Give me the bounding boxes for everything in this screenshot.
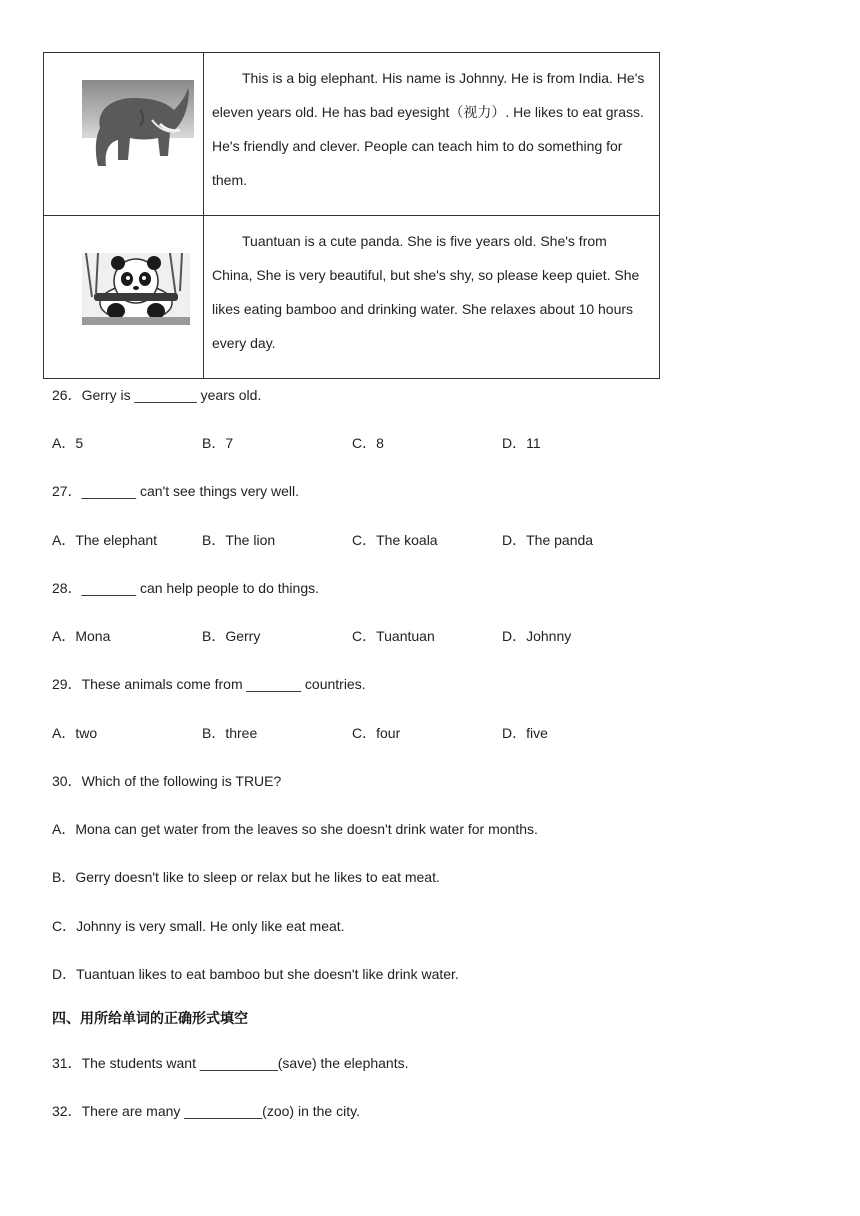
question-26: 26．Gerry is ________ years old. [52,387,262,403]
section-heading: 四、用所给单词的正确形式填空 [52,1011,248,1027]
answer-blank-32[interactable]: __________ [184,1103,263,1119]
option-a[interactable]: A．Mona [52,628,111,644]
question-31-rest: (save) the elephants. [277,1055,409,1071]
option-a[interactable]: A．two [52,725,98,741]
option-c[interactable]: C．8 [352,435,384,451]
option-c[interactable]: C．Johnny is very small. He only like eat meat. [52,918,345,934]
option-c[interactable]: C．Tuantuan [352,628,435,644]
option-c[interactable]: C．four [352,725,401,741]
option-d[interactable]: D．Tuantuan likes to eat bamboo but she doesn't like drink water. [52,966,459,982]
question-32 [52,1101,360,1121]
option-b[interactable]: B．Gerry doesn't like to sleep or relax but he likes to eat meat. [52,869,440,885]
question-30: 30．Which of the following is TRUE? [52,773,282,789]
elephant-image [82,80,194,175]
panda-image [82,253,190,328]
option-a[interactable]: A．5 [52,435,84,451]
option-b[interactable]: B．7 [202,435,234,451]
panda-description: Tuantuan is a cute panda. She is five years old. She's from China, She is very beautiful, but she's shy, so please keep quiet. She likes eating bamboo and drinking water. She relaxes about 10 hours every day. [212,233,640,351]
option-c[interactable]: C．The koala [352,532,438,548]
question-27: 27．_______ can't see things very well. [52,483,300,499]
question-31-lead: 31．The students want [52,1055,200,1071]
table-row [44,53,660,216]
option-a[interactable]: A．Mona can get water from the leaves so she doesn't drink water for months. [52,821,538,837]
description-cell [204,216,660,379]
option-a[interactable]: A．The elephant [52,532,158,548]
question-29: 29．These animals come from _______ countries. [52,676,366,692]
description-cell [204,53,660,216]
question-32-rest: (zoo) in the city. [262,1103,360,1119]
answer-blank-31[interactable]: __________ [199,1055,278,1071]
option-d[interactable]: D．11 [502,435,541,451]
table-row [44,216,660,379]
option-d[interactable]: D．five [502,725,548,741]
option-d[interactable]: D．Johnny [502,628,572,644]
question-32-lead: 32．There are many [52,1103,185,1119]
option-b[interactable]: B．The lion [202,532,276,548]
option-d[interactable]: D．The panda [502,532,594,548]
question-31 [52,1053,409,1073]
option-b[interactable]: B．three [202,725,258,741]
image-cell [44,216,204,379]
option-b[interactable]: B．Gerry [202,628,261,644]
animal-info-table [43,52,660,379]
image-cell [44,53,204,216]
elephant-description: This is a big elephant. His name is Johnny. He is from India. He's eleven years old. He has bad eyesight（视力）. He likes to eat grass. He's friendly and clever. People can teach him to do something for them. [212,70,645,188]
question-28: 28．_______ can help people to do things. [52,580,319,596]
